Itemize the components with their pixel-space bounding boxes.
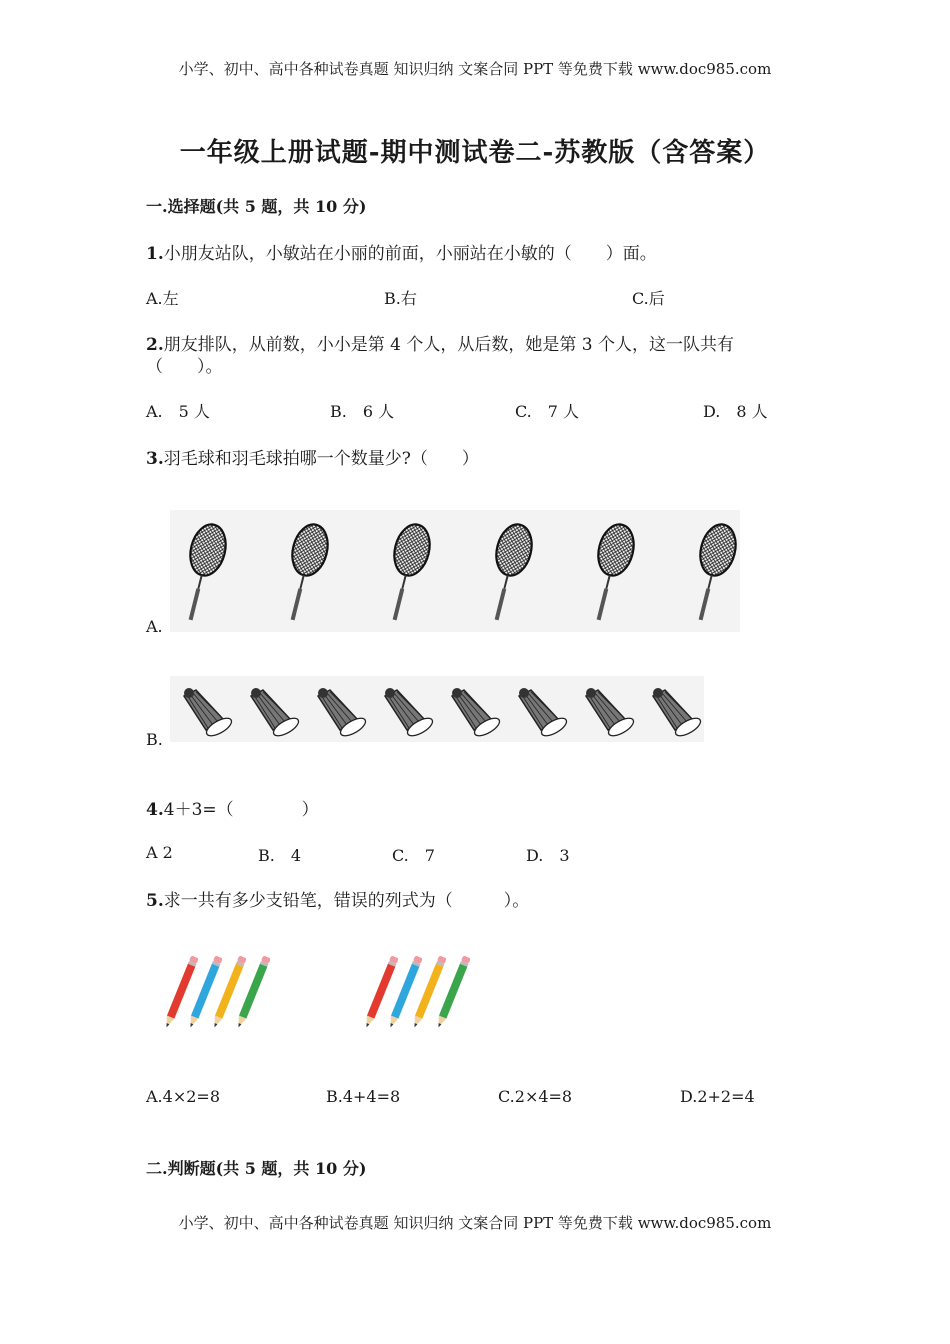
q2-option-d: D. 8 人 [703,402,768,421]
page-footer: 小学、初中、高中各种试卷真题 知识归纳 文案合同 PPT 等免费下载 www.doc985.com [178,1214,772,1232]
shuttlecock-icon [519,688,569,739]
shuttlecock-icon [184,688,234,739]
racket-icon [174,521,231,624]
q5-option-a: A.4×2=8 [146,1087,220,1106]
q1-option-a: A.左 [146,289,179,308]
q4-option-c: C. 7 [392,846,435,865]
racket-icon [480,521,537,624]
q1-option-c: C.后 [632,289,665,308]
shuttlecock-icon [385,688,435,739]
shuttlecock-icon [586,688,636,739]
question-2-line2: （ ）。 [146,357,223,377]
q2-option-c: C. 7 人 [515,402,580,421]
question-text: 朋友排队，从前数，小小是第 4 个人，从后数，她是第 3 个人，这一队共有 [163,335,734,355]
shuttlecock-icon [653,688,703,739]
page-header: 小学、初中、高中各种试卷真题 知识归纳 文案合同 PPT 等免费下载 www.doc985.com [178,60,772,78]
shuttlecock-icon [251,688,301,739]
question-number: 2. [146,335,164,355]
pencil-group-1 [158,950,288,1038]
racket-icon [684,521,740,624]
q3-option-a: A. [146,617,163,636]
racket-icon [276,521,333,624]
racket-icon [378,521,435,624]
question-1 [146,239,657,264]
question-number: 3. [146,449,164,469]
shuttlecock-icon [318,688,368,739]
question-text: 求一共有多少支铅笔，错误的列式为（ ）。 [163,891,530,911]
q5-option-c: C.2×4=8 [498,1087,573,1106]
racket-icon [582,521,639,624]
q2-option-b: B. 6 人 [330,402,395,421]
q1-option-b: B.右 [384,289,417,308]
pencil-group-2 [358,950,488,1038]
question-number: 4. [146,800,164,820]
question-5 [146,886,529,911]
question-number: 1. [146,244,164,264]
q3-option-b: B. [146,730,163,749]
q5-option-d: D.2+2=4 [680,1087,755,1106]
question-text: 小朋友站队，小敏站在小丽的前面，小丽站在小敏的（ ）面。 [163,244,657,264]
shuttlecock-icon [452,688,502,739]
shuttlecocks-image [170,676,704,742]
q4-option-a: A 2 [146,843,173,862]
section-heading-choice: 一.选择题(共 5 题，共 10 分) [146,197,367,216]
question-number: 5. [146,891,164,911]
question-4 [146,795,319,820]
rackets-image [170,510,740,632]
question-text: 羽毛球和羽毛球拍哪一个数量少?（ ） [163,449,479,469]
question-2 [146,330,734,355]
page-title: 一年级上册试题-期中测试卷二-苏教版（含答案） [179,138,771,168]
q4-option-b: B. 4 [258,846,302,865]
section-heading-judgement: 二.判断题(共 5 题，共 10 分) [146,1159,367,1178]
question-3 [146,444,479,469]
q5-option-b: B.4+4=8 [326,1087,401,1106]
question-text: 4＋3=（ ） [163,800,319,820]
q2-option-a: A. 5 人 [146,402,210,421]
q4-option-d: D. 3 [526,846,570,865]
